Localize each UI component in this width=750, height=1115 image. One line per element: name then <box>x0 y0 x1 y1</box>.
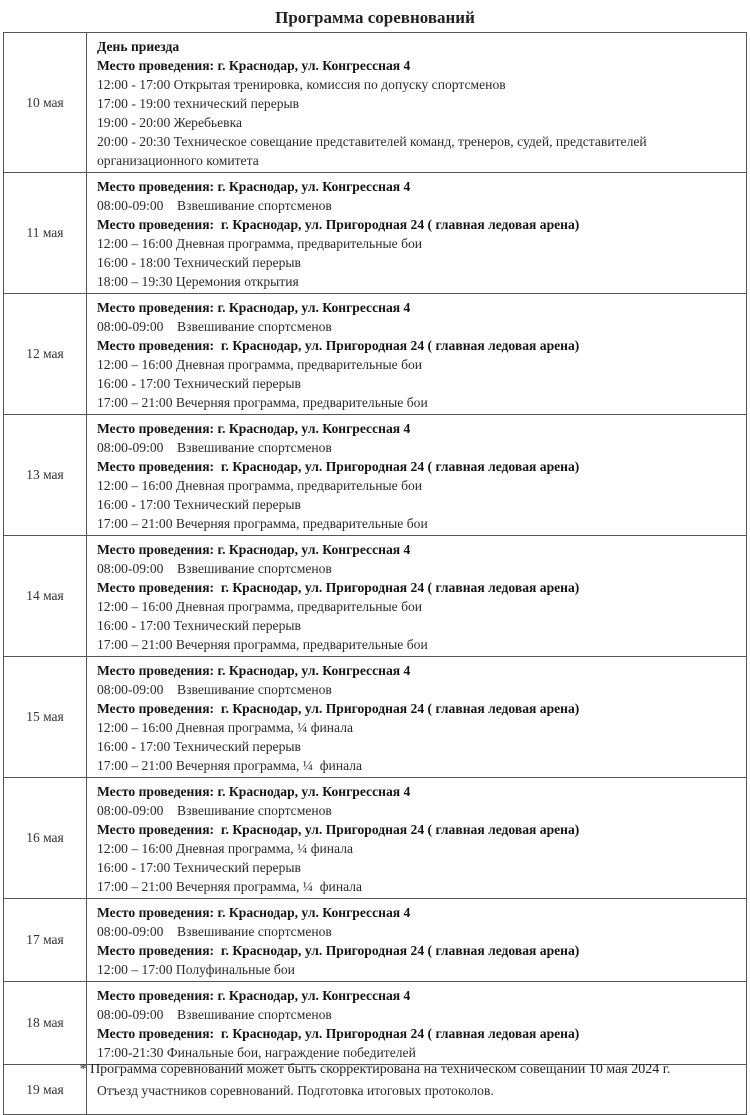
venue-line: Место проведения: г. Краснодар, ул. Пригородная 24 ( главная ледовая арена) <box>97 459 580 474</box>
day-date: 15 мая <box>4 657 87 778</box>
program-item: 17:00 – 21:00 Вечерняя программа, предварительные бои <box>97 516 428 531</box>
program-item: 16:00 - 17:00 Технический перерыв <box>97 860 301 875</box>
program-item: 08:00-09:00 Взвешивание спортсменов <box>97 924 332 939</box>
venue-line: Место проведения: г. Краснодар, ул. Пригородная 24 ( главная ледовая арена) <box>97 701 580 716</box>
venue-line: Место проведения: г. Краснодар, ул. Конгрессная 4 <box>97 542 411 557</box>
program-item: 17:00 – 21:00 Вечерняя программа, предварительные бои <box>97 395 428 410</box>
program-item: 08:00-09:00 Взвешивание спортсменов <box>97 440 332 455</box>
venue-line: Место проведения: г. Краснодар, ул. Конгрессная 4 <box>97 988 411 1003</box>
venue-line: Место проведения: г. Краснодар, ул. Конгрессная 4 <box>97 300 411 315</box>
schedule-row <box>4 415 747 536</box>
day-program <box>87 173 747 294</box>
day-program <box>87 294 747 415</box>
schedule-row <box>4 536 747 657</box>
day-program <box>87 982 747 1065</box>
program-item: 20:00 - 20:30 Техническое совещание представителей команд, тренеров, судей, представителей организационного комитета <box>97 134 647 168</box>
day-program <box>87 415 747 536</box>
venue-line: Место проведения: г. Краснодар, ул. Пригородная 24 ( главная ледовая арена) <box>97 338 580 353</box>
day-date: 17 мая <box>4 899 87 982</box>
day-program <box>87 536 747 657</box>
program-item: 12:00 – 16:00 Дневная программа, предварительные бои <box>97 236 423 251</box>
program-item: 16:00 - 18:00 Технический перерыв <box>97 255 301 270</box>
venue-line: Место проведения: г. Краснодар, ул. Пригородная 24 ( главная ледовая арена) <box>97 822 580 837</box>
schedule-row <box>4 657 747 778</box>
program-item: 18:00 – 19:30 Церемония открытия <box>97 274 299 289</box>
page-title: Программа соревнований <box>275 8 475 27</box>
venue-line: Место проведения: г. Краснодар, ул. Конгрессная 4 <box>97 784 411 799</box>
day-date: 18 мая <box>4 982 87 1065</box>
program-item: 16:00 - 17:00 Технический перерыв <box>97 376 301 391</box>
venue-line: Место проведения: г. Краснодар, ул. Пригородная 24 ( главная ледовая арена) <box>97 1026 580 1041</box>
program-item: 17:00 - 19:00 технический перерыв <box>97 96 300 111</box>
program-item: Отъезд участников соревнований. Подготовка итоговых протоколов. <box>97 1083 494 1098</box>
program-item: 08:00-09:00 Взвешивание спортсменов <box>97 803 332 818</box>
program-item: 08:00-09:00 Взвешивание спортсменов <box>97 319 332 334</box>
schedule-row <box>4 294 747 415</box>
program-item: 08:00-09:00 Взвешивание спортсменов <box>97 682 332 697</box>
schedule-row <box>4 899 747 982</box>
program-item: 12:00 – 16:00 Дневная программа, предварительные бои <box>97 599 423 614</box>
schedule-table <box>3 32 747 1115</box>
day-date: 12 мая <box>4 294 87 415</box>
program-item: 12:00 – 16:00 Дневная программа, ¼ финала <box>97 841 354 856</box>
program-item: 08:00-09:00 Взвешивание спортсменов <box>97 1007 332 1022</box>
venue-line: Место проведения: г. Краснодар, ул. Пригородная 24 ( главная ледовая арена) <box>97 943 580 958</box>
day-date: 13 мая <box>4 415 87 536</box>
day-date: 11 мая <box>4 173 87 294</box>
schedule-row <box>4 173 747 294</box>
venue-line: Место проведения: г. Краснодар, ул. Конгрессная 4 <box>97 905 411 920</box>
program-item: 12:00 – 16:00 Дневная программа, предварительные бои <box>97 478 423 493</box>
day-date: 19 мая <box>4 1065 87 1115</box>
day-program <box>87 33 747 173</box>
venue-line: Место проведения: г. Краснодар, ул. Конгрессная 4 <box>97 663 411 678</box>
program-item: 16:00 - 17:00 Технический перерыв <box>97 739 301 754</box>
schedule-row <box>4 33 747 173</box>
day-program <box>87 657 747 778</box>
program-item: 12:00 – 16:00 Дневная программа, предварительные бои <box>97 357 423 372</box>
venue-line: День приезда <box>97 39 180 54</box>
venue-line: Место проведения: г. Краснодар, ул. Пригородная 24 ( главная ледовая арена) <box>97 580 580 595</box>
program-item: 19:00 - 20:00 Жеребьевка <box>97 115 243 130</box>
program-item: 12:00 – 17:00 Полуфинальные бои <box>97 962 295 977</box>
program-item: 12:00 – 16:00 Дневная программа, ¼ финала <box>97 720 354 735</box>
schedule-row <box>4 778 747 899</box>
venue-line: Место проведения: г. Краснодар, ул. Конгрессная 4 <box>97 421 411 436</box>
day-date: 14 мая <box>4 536 87 657</box>
program-item: 17:00 – 21:00 Вечерняя программа, ¼ финала <box>97 758 363 773</box>
schedule-body <box>4 33 747 1115</box>
program-item: 16:00 - 17:00 Технический перерыв <box>97 618 301 633</box>
program-item: 08:00-09:00 Взвешивание спортсменов <box>97 561 332 576</box>
day-date: 16 мая <box>4 778 87 899</box>
program-item: 17:00 – 21:00 Вечерняя программа, ¼ финала <box>97 879 363 894</box>
program-item: 17:00 – 21:00 Вечерняя программа, предварительные бои <box>97 637 428 652</box>
schedule-row <box>4 982 747 1065</box>
day-program <box>87 778 747 899</box>
program-item: 17:00-21:30 Финальные бои, награждение победителей <box>97 1045 416 1060</box>
program-item: 08:00-09:00 Взвешивание спортсменов <box>97 198 332 213</box>
day-date: 10 мая <box>4 33 87 173</box>
venue-line: Место проведения: г. Краснодар, ул. Пригородная 24 ( главная ледовая арена) <box>97 217 580 232</box>
venue-line: Место проведения: г. Краснодар, ул. Конгрессная 4 <box>97 179 411 194</box>
venue-line: Место проведения: г. Краснодар, ул. Конгрессная 4 <box>97 58 411 73</box>
footnote: * Программа соревнований может быть скорректирована на техническом совещании 10 мая 2024 г. <box>79 1062 671 1077</box>
program-item: 16:00 - 17:00 Технический перерыв <box>97 497 301 512</box>
day-program <box>87 899 747 982</box>
program-item: 12:00 - 17:00 Открытая тренировка, комиссия по допуску спортсменов <box>97 77 506 92</box>
